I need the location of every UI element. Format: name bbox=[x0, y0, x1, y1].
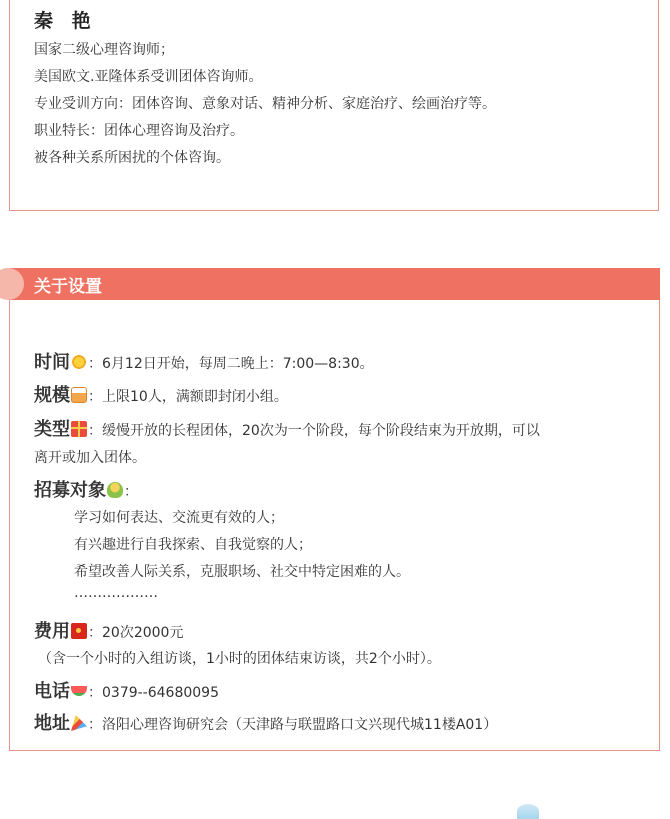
bio-line: 国家二级心理咨询师； bbox=[34, 42, 174, 58]
person-icon bbox=[107, 482, 123, 498]
recruit-item: 有兴趣进行自我探索、自我觉察的人； bbox=[74, 537, 312, 553]
type-value-continued: 离开或加入团体。 bbox=[34, 450, 146, 466]
scale-row bbox=[34, 381, 288, 407]
section-header-bar bbox=[9, 268, 660, 300]
gift-icon bbox=[71, 421, 87, 437]
bottom-decoration bbox=[517, 804, 539, 819]
time-value: ：6月12日开始，每周二晚上：7:00—8:30。 bbox=[88, 356, 374, 372]
fee-label: 费用 bbox=[34, 621, 70, 642]
fee-note: （含一个小时的入组访谈，1小时的团体结束访谈，共2个小时）。 bbox=[38, 651, 441, 667]
fee-row bbox=[34, 617, 183, 643]
sun-icon bbox=[71, 354, 87, 370]
recruit-item: 希望改善人际关系，克服职场、社交中特定困难的人。 bbox=[74, 564, 410, 580]
time-label: 时间 bbox=[34, 352, 70, 373]
phone-label: 电话 bbox=[34, 681, 70, 702]
recruit-label: 招募对象 bbox=[34, 480, 106, 501]
bio-line: 专业受训方向：团体咨询、意象对话、精神分析、家庭治疗、绘画治疗等。 bbox=[34, 96, 496, 112]
address-value: ：洛阳心理咨询研究会（天津路与联盟路口文兴现代城11楼A01） bbox=[88, 717, 498, 733]
bio-line: 被各种关系所困扰的个体咨询。 bbox=[34, 150, 230, 166]
type-value: ：缓慢开放的长程团体，20次为一个阶段，每个阶段结束为开放期，可以 bbox=[88, 423, 540, 439]
type-label: 类型 bbox=[34, 419, 70, 440]
party-popper-icon bbox=[71, 715, 87, 731]
address-row bbox=[34, 709, 497, 735]
bio-line: 美国欧文.亚隆体系受训团体咨询师。 bbox=[34, 69, 263, 85]
watermelon-icon bbox=[71, 686, 87, 696]
time-row bbox=[34, 348, 374, 374]
cake-icon bbox=[71, 387, 87, 403]
type-row bbox=[34, 415, 540, 441]
phone-value: ：0379--64680095 bbox=[88, 685, 219, 701]
fee-value: ：20次2000元 bbox=[88, 625, 184, 641]
address-label: 地址 bbox=[34, 713, 70, 734]
scale-value: ：上限10人，满额即封闭小组。 bbox=[88, 389, 288, 405]
recruit-colon: ： bbox=[124, 484, 138, 500]
counselor-name: 秦 艳 bbox=[34, 10, 97, 32]
section-title: 关于设置 bbox=[34, 277, 102, 297]
recruit-item: 学习如何表达、交流更有效的人； bbox=[74, 510, 284, 526]
recruit-item: ……………… bbox=[74, 585, 158, 601]
phone-row bbox=[34, 677, 219, 703]
scale-label: 规模 bbox=[34, 385, 70, 406]
recruit-row bbox=[34, 476, 138, 502]
bio-line: 职业特长：团体心理咨询及治疗。 bbox=[34, 123, 244, 139]
red-envelope-icon bbox=[71, 623, 87, 639]
